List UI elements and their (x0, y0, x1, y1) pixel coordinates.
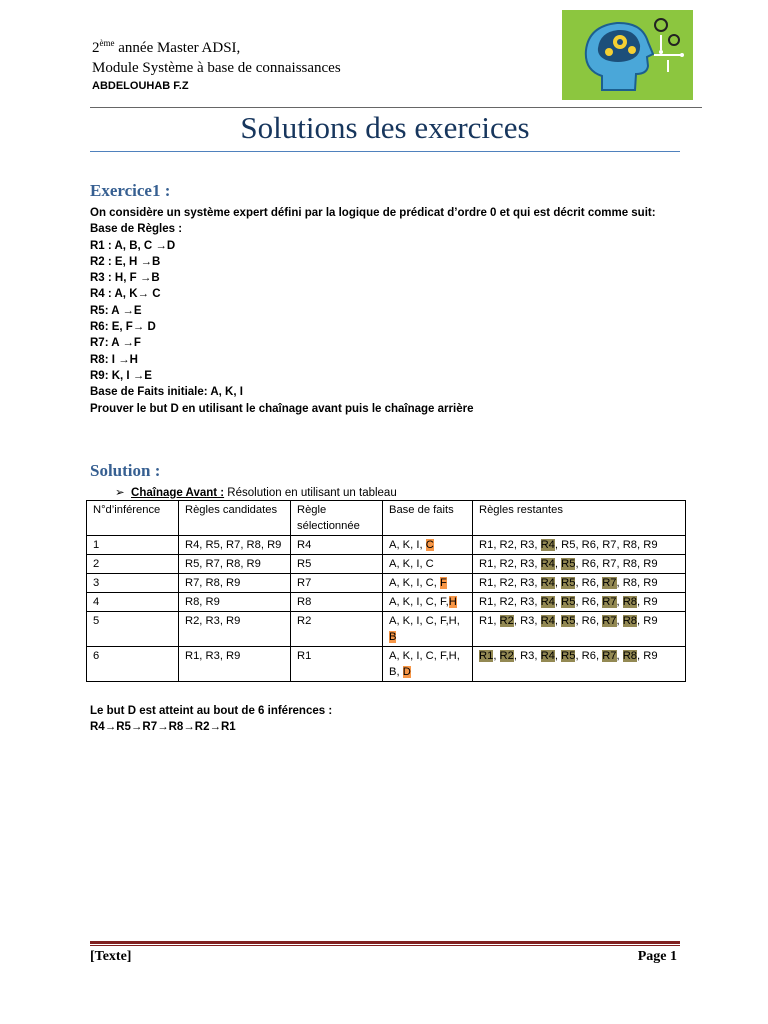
new-fact: D (402, 666, 411, 678)
remaining-rule: R6 (581, 558, 596, 570)
remaining-rule: R1 (479, 650, 494, 662)
remaining-rule: R8 (622, 539, 638, 551)
remaining-rule: R9 (643, 577, 658, 589)
selected-rule: R1 (291, 647, 383, 682)
header-rule (90, 107, 702, 108)
exercise-heading: Exercice1 : (90, 181, 171, 200)
candidate-rules: R7, R8, R9 (179, 574, 291, 593)
new-fact: H (448, 596, 457, 608)
remaining-rule: R5 (561, 577, 576, 589)
selected-rule: R4 (291, 536, 383, 555)
inference-number: 1 (87, 536, 179, 555)
inference-number: 5 (87, 612, 179, 647)
remaining-rule: R5 (561, 539, 576, 551)
table-header-cell: Règles candidates (179, 501, 291, 536)
remaining-rule: R5 (561, 558, 576, 570)
remaining-rule: R2 (499, 577, 514, 589)
remaining-rule: R7 (602, 539, 617, 551)
remaining-rule: R7 (602, 558, 617, 570)
rule-item: R2 : E, H →B (90, 255, 161, 268)
remaining-rule: R8 (622, 577, 638, 589)
remaining-rule: R1 (479, 539, 494, 551)
table-row (87, 574, 686, 593)
header-year-sup: ème (99, 38, 115, 48)
remaining-rule: R2 (499, 650, 514, 662)
candidate-rules: R1, R3, R9 (179, 647, 291, 682)
rule-item: R9: K, I →E (90, 369, 152, 382)
header-program (92, 40, 240, 57)
rule-item: R5: A →E (90, 304, 142, 317)
candidate-rules: R8, R9 (179, 593, 291, 612)
remaining-rule: R6 (581, 596, 596, 608)
inference-number: 4 (87, 593, 179, 612)
remaining-rules: R1, R2, R3, R4, R5, R6, R7, R8, R9 (473, 555, 686, 574)
header-year: 2 (92, 40, 100, 56)
remaining-rule: R4 (540, 650, 555, 662)
remaining-rule: R4 (540, 577, 555, 589)
remaining-rule: R9 (643, 558, 658, 570)
remaining-rule: R9 (643, 596, 658, 608)
remaining-rule: R6 (581, 577, 596, 589)
fact-base (383, 574, 473, 593)
fact-base (383, 612, 473, 647)
table-header-cell: Base de faits (383, 501, 473, 536)
new-fact: B (389, 631, 397, 643)
candidate-rules: R4, R5, R7, R8, R9 (179, 536, 291, 555)
rule-item: R4 : A, K→ C (90, 288, 161, 301)
table-row (87, 593, 686, 612)
facts-text: A, K, I, C, F, (389, 596, 449, 608)
rule-item: R1 : A, B, C →D (90, 239, 176, 252)
table-header-cell: Règle sélectionnée (291, 501, 383, 536)
exercise-goal: Prouver le but D en utilisant le chaînage avant puis le chaînage arrière (90, 402, 474, 415)
remaining-rule: R7 (602, 650, 617, 662)
selected-rule: R5 (291, 555, 383, 574)
remaining-rule: R1 (479, 615, 494, 627)
remaining-rule: R8 (622, 650, 638, 662)
inference-number: 2 (87, 555, 179, 574)
brain-head-logo-icon (562, 10, 693, 100)
table-header-cell: Règles restantes (473, 501, 686, 536)
header-module: Module Système à base de connaissances (92, 60, 341, 76)
selected-rule: R7 (291, 574, 383, 593)
remaining-rule: R6 (581, 615, 596, 627)
remaining-rule: R1 (479, 558, 494, 570)
remaining-rules: R1, R2, R3, R4, R5, R6, R7, R8, R9 (473, 612, 686, 647)
remaining-rules: R1, R2, R3, R4, R5, R6, R7, R8, R9 (473, 647, 686, 682)
remaining-rule: R6 (581, 650, 596, 662)
inference-chain: R4→R5→R7→R8→R2→R1 (90, 721, 236, 734)
title-rule (90, 151, 680, 152)
facts-text: A, K, I, C, (389, 577, 440, 589)
method-line (115, 485, 397, 499)
remaining-rule: R6 (581, 539, 596, 551)
selected-rule: R2 (291, 612, 383, 647)
method-desc: Résolution en utilisant un tableau (224, 487, 397, 499)
remaining-rule: R9 (643, 539, 658, 551)
remaining-rule: R8 (622, 558, 638, 570)
header-program-text: année Master ADSI, (114, 40, 241, 56)
remaining-rule: R3 (520, 596, 535, 608)
rule-item: R7: A →F (90, 337, 141, 350)
remaining-rule: R1 (479, 596, 494, 608)
new-fact: C (425, 539, 434, 551)
new-fact: F (439, 577, 447, 589)
remaining-rule: R2 (499, 615, 514, 627)
fact-base (383, 647, 473, 682)
remaining-rule: R2 (499, 558, 514, 570)
remaining-rule: R9 (643, 615, 658, 627)
table-header-row (87, 501, 686, 536)
facts-text: A, K, I, (389, 539, 426, 551)
exercise-body (90, 205, 685, 417)
fact-base (383, 536, 473, 555)
remaining-rule: R3 (520, 577, 535, 589)
inference-table (86, 500, 686, 682)
remaining-rule: R3 (520, 650, 535, 662)
remaining-rule: R5 (561, 615, 576, 627)
facts-text: A, K, I, C (389, 558, 434, 570)
candidate-rules: R2, R3, R9 (179, 612, 291, 647)
rules-title: Base de Règles : (90, 223, 183, 236)
remaining-rule: R4 (540, 596, 555, 608)
remaining-rule: R4 (540, 539, 555, 551)
remaining-rule: R7 (602, 577, 617, 589)
remaining-rule: R2 (499, 596, 514, 608)
remaining-rules: R1, R2, R3, R4, R5, R6, R7, R8, R9 (473, 593, 686, 612)
fact-base (383, 593, 473, 612)
rule-item: R6: E, F→ D (90, 321, 156, 334)
rule-item: R3 : H, F →B (90, 272, 160, 285)
remaining-rule: R4 (540, 558, 555, 570)
initial-facts: Base de Faits initiale: A, K, I (90, 386, 243, 399)
remaining-rule: R5 (561, 650, 576, 662)
inference-number: 3 (87, 574, 179, 593)
remaining-rule: R3 (520, 615, 535, 627)
page-number: Page 1 (637, 949, 677, 964)
remaining-rule: R1 (479, 577, 494, 589)
table-row (87, 647, 686, 682)
footer-rule-thin (90, 945, 680, 946)
remaining-rule: R5 (561, 596, 576, 608)
remaining-rule: R3 (520, 539, 535, 551)
solution-heading: Solution : (90, 461, 161, 480)
remaining-rule: R7 (602, 596, 617, 608)
exercise-intro: On considère un système expert défini par la logique de prédicat d’ordre 0 et qui est décrit comme suit: (90, 207, 656, 219)
remaining-rule: R4 (540, 615, 555, 627)
remaining-rules: R1, R2, R3, R4, R5, R6, R7, R8, R9 (473, 574, 686, 593)
remaining-rule: R3 (520, 558, 535, 570)
arrow-bullet-icon: ➢ (115, 487, 125, 499)
remaining-rules: R1, R2, R3, R4, R5, R6, R7, R8, R9 (473, 536, 686, 555)
remaining-rule: R2 (499, 539, 514, 551)
rule-item: R8: I →H (90, 353, 138, 366)
page-title: Solutions des exercices (240, 110, 530, 145)
inference-number: 6 (87, 647, 179, 682)
conclusion-line: Le but D est atteint au bout de 6 inférences : (90, 705, 333, 717)
footer-rule-thick (90, 941, 680, 944)
table-row (87, 612, 686, 647)
inference-table-body (87, 501, 686, 682)
header-author: ABDELOUHAB F.Z (92, 80, 189, 92)
facts-text: A, K, I, C, F,H, B, (389, 650, 460, 678)
table-row (87, 536, 686, 555)
candidate-rules: R5, R7, R8, R9 (179, 555, 291, 574)
conclusion (90, 703, 332, 736)
remaining-rule: R9 (643, 650, 658, 662)
remaining-rule: R8 (622, 596, 638, 608)
method-title: Chaînage Avant : (131, 487, 225, 499)
facts-text: A, K, I, C, F,H, (389, 615, 460, 627)
remaining-rule: R7 (602, 615, 617, 627)
fact-base (383, 555, 473, 574)
table-header-cell: N°d’inférence (87, 501, 179, 536)
table-row (87, 555, 686, 574)
selected-rule: R8 (291, 593, 383, 612)
remaining-rule: R8 (622, 615, 638, 627)
footer-text: [Texte] (90, 949, 132, 964)
